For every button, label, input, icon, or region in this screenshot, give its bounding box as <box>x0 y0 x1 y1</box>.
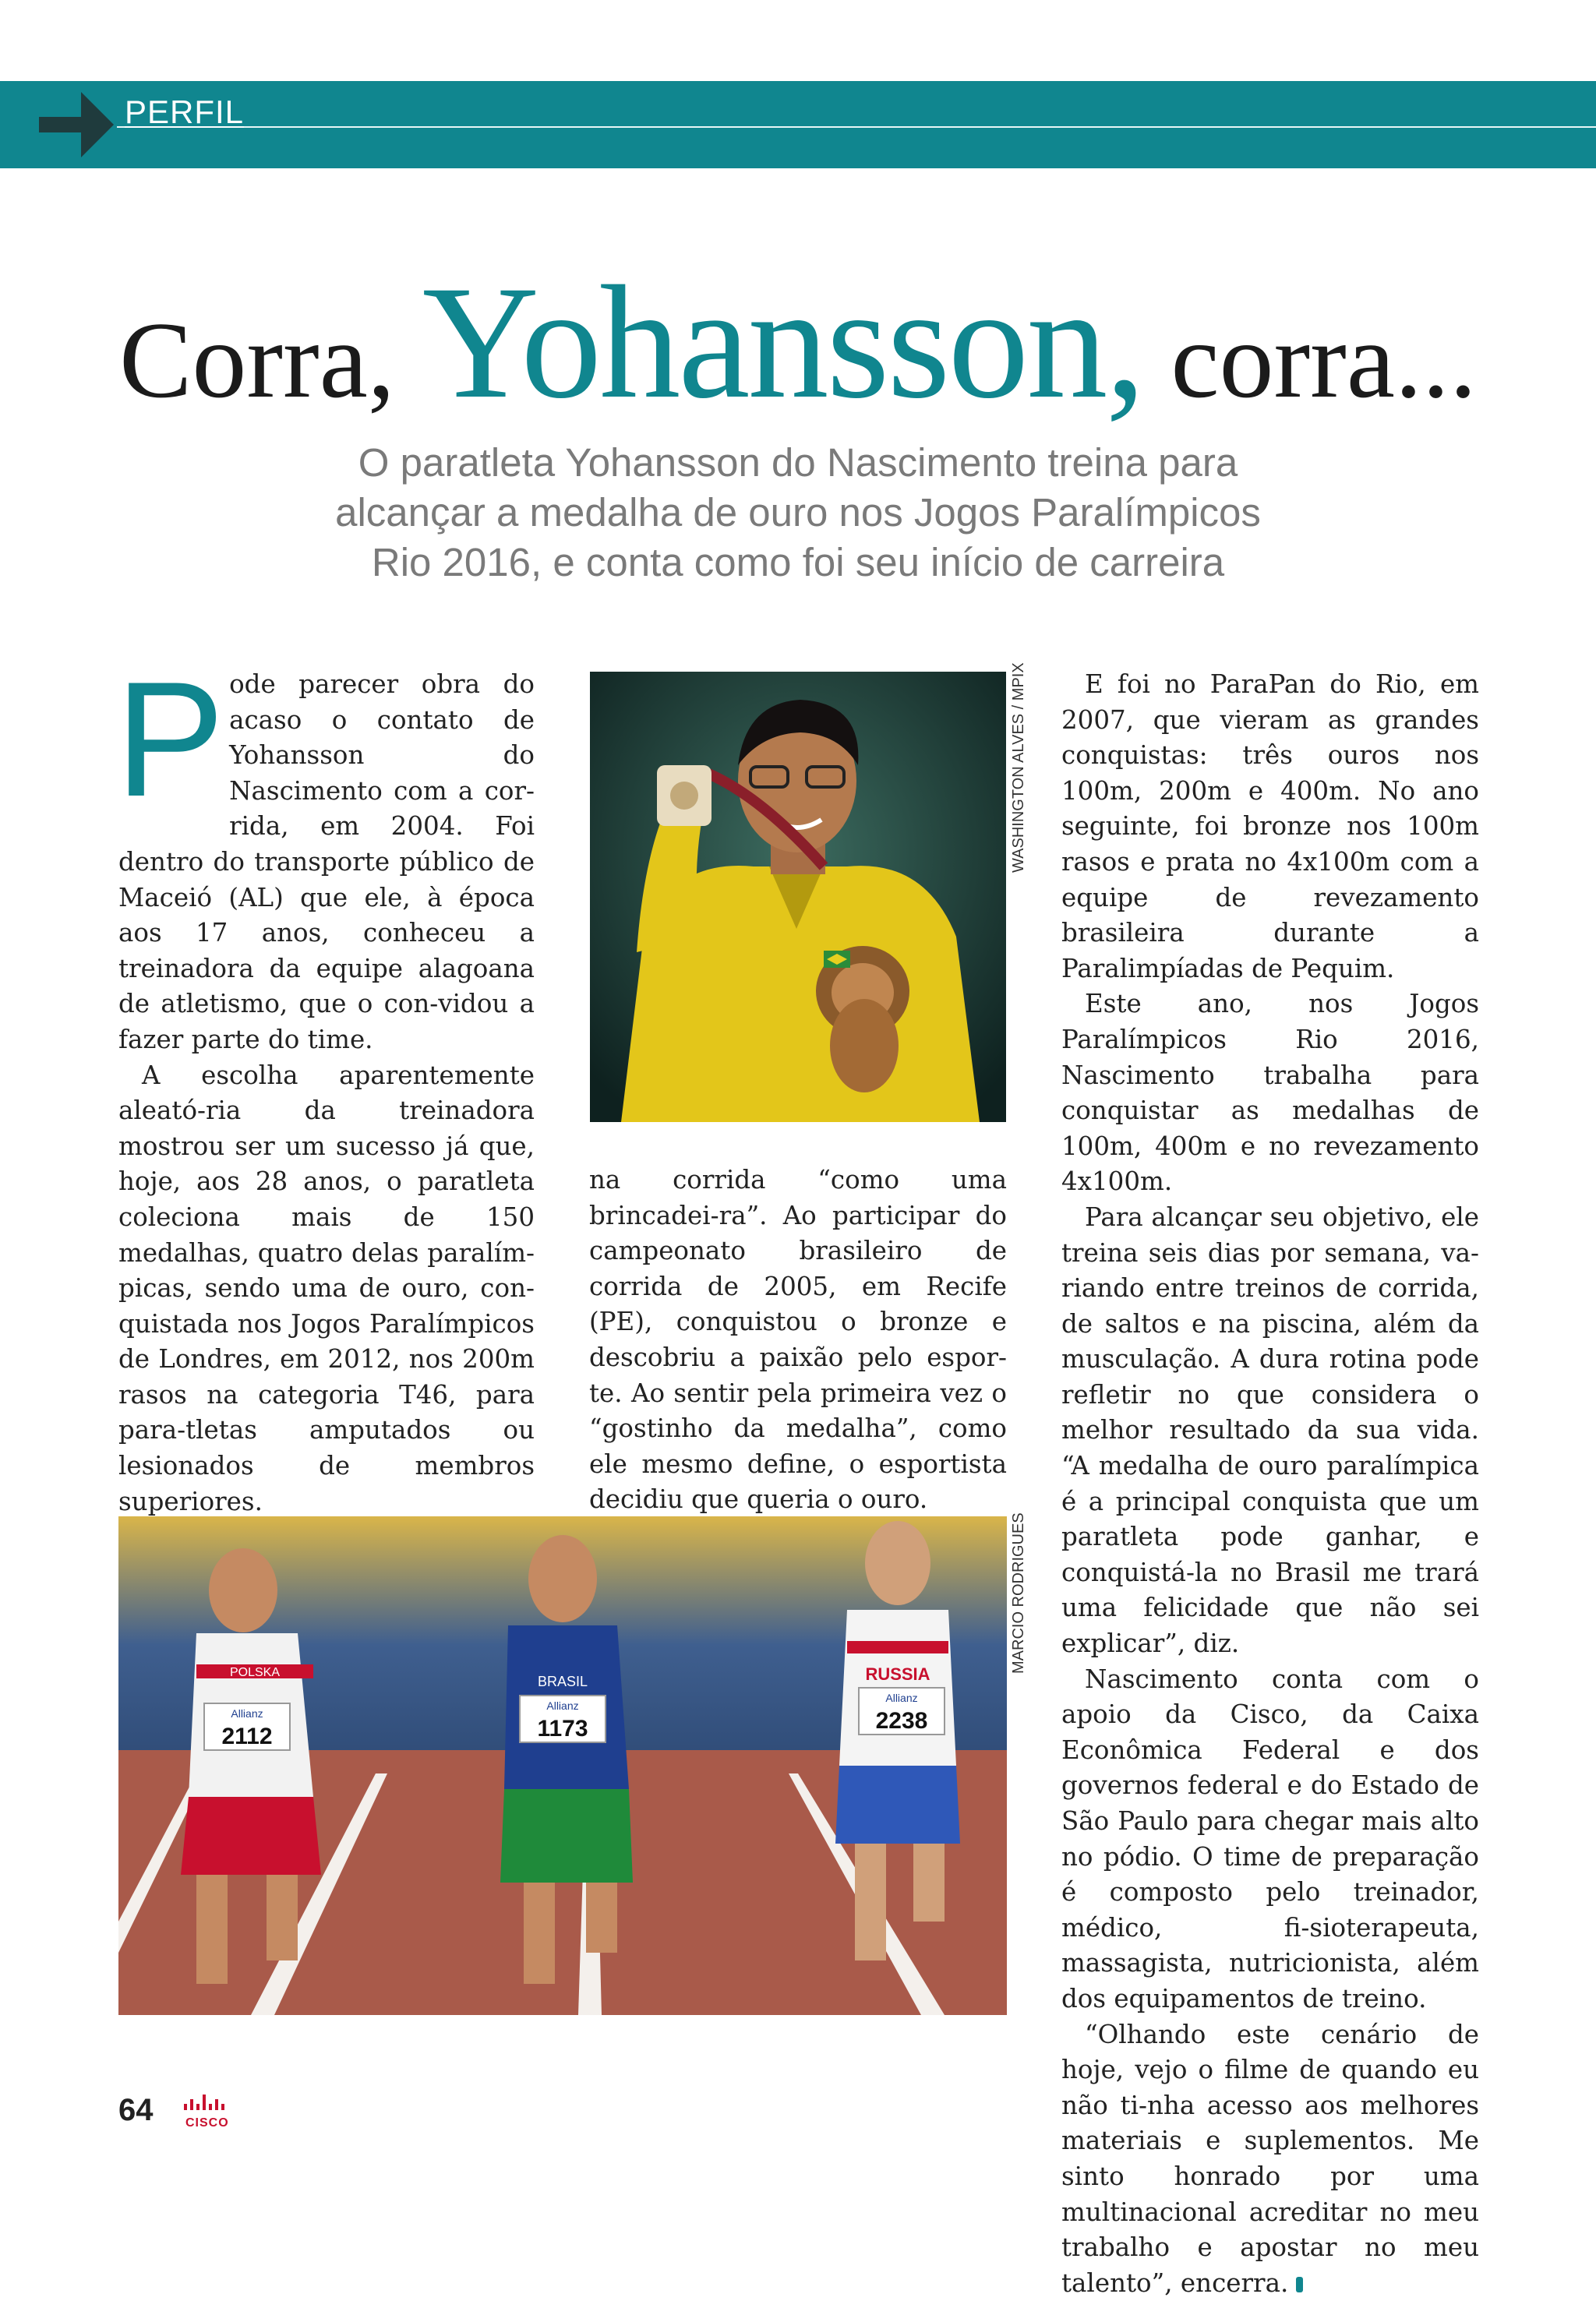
photo-athlete-medal <box>590 672 1006 1122</box>
page-number: 64 <box>118 2093 154 2127</box>
paragraph: Nascimento conta com o apoio da Cisco, da Caixa Econômica Federal e dos governos federal e do Estado de São Paulo para chegar mais alto no pódio. O time de preparação é composto pelo treinador, médico, fi-sioterapeuta, massagista, nutricionista, além dos equipamentos de treino. <box>1061 1664 1479 2013</box>
title-part-1: Corra, <box>119 300 422 421</box>
page-title <box>0 249 1596 436</box>
end-of-article-mark <box>1296 2277 1303 2292</box>
section-label: PERFIL <box>125 94 245 130</box>
article-column-3 <box>1061 667 1479 2301</box>
paragraph: na corrida “como uma brincadei-ra”. Ao participar do campeonato brasileiro de corrida de 2005, em Recife (PE), conquistou o bronze e descobriu a paixão pelo espor-te. Ao sentir pela primeira vez o “gostinho da medalha”, como ele mesmo define, o esportista decidiu que queria o ouro. <box>589 1165 1007 1515</box>
paragraph <box>1061 2017 1479 2301</box>
race-illustration <box>118 1516 1007 2015</box>
subtitle-line: Rio 2016, e conta como foi seu início de carreira <box>371 540 1225 584</box>
photo-credit: WASHINGTON ALVES / MPIX <box>1010 662 1027 873</box>
jersey-text: POLSKA <box>229 1666 281 1679</box>
article-column-1 <box>115 648 535 1662</box>
paragraph: A escolha aparentemente aleató-ria da treinadora mostrou ser um sucesso já que, hoje, aos 28 anos, o paratleta coleciona mais de 150 medalhas, quatro delas paralím-picas, sendo uma de ouro, con-quistada nos Jogos Paralímpicos de Londres, em 2012, nos 200m rasos na categoria T46, para para-tletas amputados ou lesionados de membros superiores. <box>118 1060 535 1516</box>
paragraph-text: “Olhando este cenário de hoje, vejo o filme de quando eu não ti-nha acesso aos melhores materiais e suplementos. Me sinto honrado por uma multinacional acreditar no meu trabalho e apostar no meu talento”, encerra. <box>1061 2019 1479 2298</box>
bib-number: 2238 <box>875 1708 928 1734</box>
bib-number: 1173 <box>537 1716 588 1742</box>
title-part-3: corra... <box>1143 300 1477 421</box>
subtitle-line: O paratleta Yohansson do Nascimento treina para <box>358 440 1238 485</box>
paragraph-text: ode parecer obra do acaso o contato de Yohansson do Nascimento com a cor-rida, em 2004. Foi dentro do transporte público de Maceió (AL) que ele, à época aos 17 anos, conheceu a treinadora da equipe alagoana de atletismo, que o con-vidou a fazer parte do time. <box>118 669 535 1054</box>
cisco-logo-text: CISCO <box>185 2116 229 2130</box>
bib-sponsor: Allianz <box>885 1692 918 1704</box>
drop-cap: P <box>115 648 225 831</box>
bib-sponsor: Allianz <box>231 1707 263 1720</box>
paragraph <box>115 648 535 1058</box>
paragraph: E foi no ParaPan do Rio, em 2007, que vieram as grandes conquistas: três ouros nos 100m, 200m e 400m. No ano seguinte, foi bronze nos 100m rasos e prata no 4x100m com a equipe de revezamento brasileira durante a Paralimpíadas de Pequim. <box>1061 669 1479 983</box>
bib-number: 2112 <box>221 1724 273 1749</box>
paragraph: Este ano, nos Jogos Paralímpicos Rio 2016, Nascimento trabalha para conquistar as medalhas de 100m, 400m e no revezamento 4x100m. <box>1061 989 1479 1197</box>
jersey-text: RUSSIA <box>865 1664 930 1684</box>
paragraph: Para alcançar seu objetivo, ele treina seis dias por semana, va-riando entre treinos de corrida, de saltos e na piscina, além da musculação. A dura rotina pode refletir no que considera o melhor resultado da sua vida. “A medalha de ouro paralímpica é a principal conquista que um paratleta pode ganhar, e conquistá-la no Brasil me trará uma felicidade que não sei explicar”, diz. <box>1061 1202 1479 1659</box>
photo-race <box>118 1516 1007 2015</box>
title-name: Yohansson, <box>422 252 1144 432</box>
photo-credit: MARCIO RODRIGUES <box>1010 1512 1027 1674</box>
header-rule <box>117 126 1596 128</box>
athlete-medal-illustration <box>590 672 1006 1122</box>
subtitle-line: alcançar a medalha de ouro nos Jogos Paralímpicos <box>335 490 1261 535</box>
bib-sponsor: Allianz <box>546 1699 579 1712</box>
jersey-text: BRASIL <box>537 1674 588 1689</box>
subtitle <box>234 438 1362 588</box>
arrow-right-icon <box>36 86 117 164</box>
article-column-2 <box>589 1163 1007 1518</box>
